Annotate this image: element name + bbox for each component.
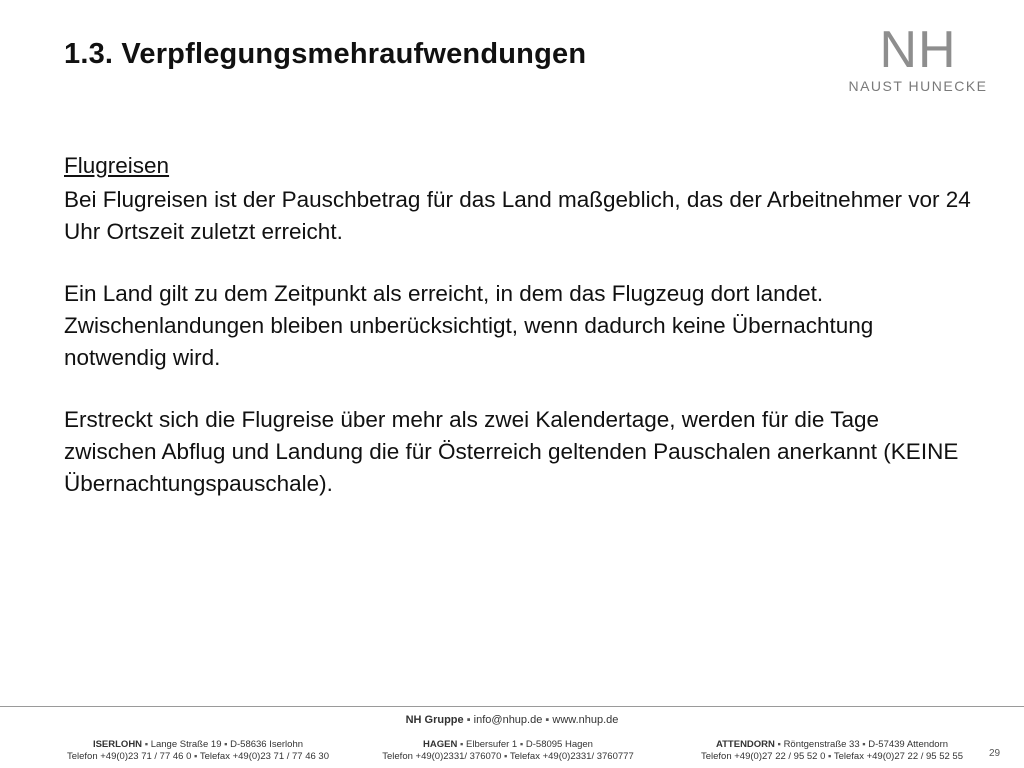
office-postal: D-58095 Hagen <box>525 739 593 750</box>
office-address: Röntgenstraße 33 <box>783 739 860 750</box>
office-address: Elbersufer 1 <box>466 739 518 750</box>
office-city: ATTENDORN <box>715 739 775 750</box>
office-fax: Telefax +49(0)23 71 / 77 46 30 <box>199 751 329 762</box>
footer-group-name: NH Gruppe <box>405 714 464 726</box>
office-postal: D-58636 Iserlohn <box>230 739 304 750</box>
content-subheading: Flugreisen <box>64 153 170 178</box>
footer-office-iserlohn: ISERLOHN ▪ Lange Straße 19 ▪ D-58636 Iserlohn Telefon +49(0)23 71 / 77 46 0 ▪ Telefax +49(0)23 71 / 77 46 30 <box>66 739 329 762</box>
slide-title: 1.3. Verpflegungsmehraufwendungen <box>64 38 587 70</box>
paragraph-3: Erstreckt sich die Flugreise über mehr als zwei Kalendertage, werden für die Tage zwischen Abflug und Landung die für Österreich geltenden Pauschalen anerkannt (KEINE Übernachtungspauschale). <box>64 407 959 496</box>
footer-website[interactable]: www.nhup.de <box>552 714 619 726</box>
paragraph-2: Ein Land gilt zu dem Zeitpunkt als erreicht, in dem das Flugzeug dort landet. Zwischenlandungen bleiben unberücksichtigt, wenn dadurch keine Übernachtung notwendig wird. <box>64 281 874 370</box>
footer-email[interactable]: info@nhup.de <box>473 714 543 726</box>
office-city: HAGEN <box>423 739 458 750</box>
footer-office-hagen: HAGEN ▪ Elbersufer 1 ▪ D-58095 Hagen Telefon +49(0)2331/ 376070 ▪ Telefax +49(0)2331/ 3760777 <box>382 739 634 762</box>
page-number: 29 <box>989 748 1001 759</box>
footer-separator: ▪ <box>466 714 471 726</box>
office-fax: Telefax +49(0)27 22 / 95 52 55 <box>833 751 963 762</box>
footer-contact <box>0 714 1024 726</box>
office-phone: Telefon +49(0)2331/ 376070 <box>382 751 502 762</box>
logo-mark: NH <box>879 21 957 79</box>
footer-office-attendorn: ATTENDORN ▪ Röntgenstraße 33 ▪ D-57439 Attendorn Telefon +49(0)27 22 / 95 52 0 ▪ Telefax +49(0)27 22 / 95 52 55 <box>700 739 963 762</box>
office-city: ISERLOHN <box>92 739 143 750</box>
company-logo <box>838 21 998 94</box>
footer-divider <box>0 706 1024 707</box>
slide-content <box>64 150 974 530</box>
paragraph-1: Bei Flugreisen ist der Pauschbetrag für das Land maßgeblich, das der Arbeitnehmer vor 24 Uhr Ortszeit zuletzt erreicht. <box>64 187 971 244</box>
office-fax: Telefax +49(0)2331/ 3760777 <box>509 751 634 762</box>
office-address: Lange Straße 19 <box>150 739 222 750</box>
footer-separator: ▪ <box>545 714 550 726</box>
office-postal: D-57439 Attendorn <box>868 739 949 750</box>
office-phone: Telefon +49(0)23 71 / 77 46 0 <box>66 751 192 762</box>
logo-name: NAUST HUNECKE <box>848 78 988 94</box>
office-phone: Telefon +49(0)27 22 / 95 52 0 <box>700 751 826 762</box>
